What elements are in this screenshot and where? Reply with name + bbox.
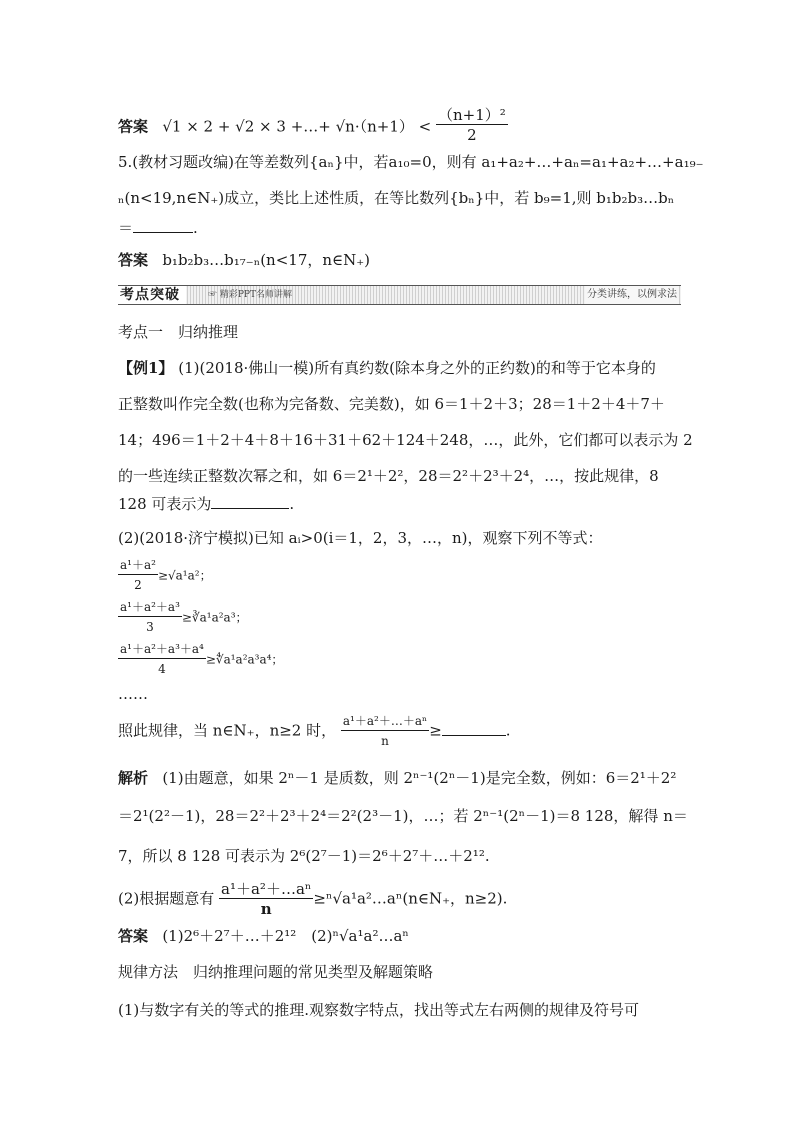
answer-1 bbox=[118, 108, 508, 147]
rule-prefix: 照此规律，当 n∈N₊，n≥2 时， bbox=[118, 721, 337, 740]
inequality-2-fraction bbox=[118, 598, 182, 637]
answer-1-expr: √1 × 2 + √2 × 3 +…+ √n·（n+1） < bbox=[162, 117, 432, 136]
rule-den: n bbox=[381, 734, 389, 748]
answer-3 bbox=[118, 926, 409, 946]
banner-hint: ☞ 精彩PPT名师讲解 bbox=[208, 290, 292, 300]
solution-4-prefix: (2)根据题意有 bbox=[118, 889, 215, 908]
rule-period: . bbox=[505, 721, 511, 740]
solution-line-2: ＝2¹(2²－1)，28＝2²＋2³＋2⁴＝2²(2³－1)，…；若 2ⁿ⁻¹(2ⁿ－1)＝8 128，解得 n＝ bbox=[118, 807, 688, 825]
rule-fraction bbox=[341, 712, 429, 751]
answer-2 bbox=[118, 250, 370, 270]
rule-num: a¹＋a²＋…＋aⁿ bbox=[341, 712, 429, 731]
example-1-line-5 bbox=[118, 494, 294, 514]
example-1-text-1: (1)(2018·佛山一模)所有真约数(除本身之外的正约数)的和等于它本身的 bbox=[178, 359, 656, 377]
inequality-1-num: a¹＋a² bbox=[118, 556, 158, 575]
solution-line-3: 7，所以 8 128 可表示为 2⁶(2⁷－1)＝2⁶＋2⁷＋…＋2¹². bbox=[118, 847, 490, 865]
example-1-line-3: 14；496＝1＋2＋4＋8＋16＋31＋62＋124＋248，…，此外，它们都可以表示为 2 bbox=[118, 431, 693, 449]
inequality-1-den: 2 bbox=[134, 578, 142, 592]
question-5-period: . bbox=[193, 219, 198, 237]
inequality-3-den: 4 bbox=[158, 662, 166, 676]
solution-line-1 bbox=[118, 768, 676, 788]
answer-2-text: b₁b₂b₃…b₁₇₋ₙ(n<17，n∈N₊) bbox=[162, 251, 371, 269]
inequality-3-rhs: ≥∜a¹a²a³a⁴； bbox=[205, 652, 284, 667]
answer-3-label: 答案 bbox=[118, 927, 149, 945]
answer-3-text: (1)2⁶＋2⁷＋…＋2¹² (2)ⁿ√a¹a²…aⁿ bbox=[162, 927, 409, 945]
question-5-line-3 bbox=[118, 218, 198, 238]
example-1-text-5: 128 可表示为 bbox=[118, 495, 212, 513]
solution-4-fraction bbox=[219, 880, 313, 919]
answer-1-frac-den: 2 bbox=[467, 126, 477, 144]
question-5-line-2: ₙ(n<19,n∈N₊)成立，类比上述性质，在等比数列{bₙ}中，若 b₉=1,则 b₁b₂b₃…bₙ bbox=[118, 189, 675, 207]
inequality-1-rhs: ≥√a¹a²； bbox=[157, 568, 212, 583]
solution-text-1: (1)由题意，如果 2ⁿ－1 是质数，则 2ⁿ⁻¹(2ⁿ－1)是完全数，例如：6＝2¹＋2² bbox=[162, 769, 677, 787]
inequality-2 bbox=[118, 598, 248, 637]
rule-line bbox=[118, 712, 511, 751]
example-1-line-1 bbox=[118, 358, 656, 378]
rule-blank bbox=[442, 721, 506, 736]
inequality-1 bbox=[118, 556, 212, 595]
inequality-1-fraction bbox=[118, 556, 158, 595]
rule-rhs: ≥ bbox=[429, 721, 442, 740]
method-line-1: (1)与数字有关的等式的推理.观察数字特点，找出等式左右两侧的规律及符号可 bbox=[118, 1001, 640, 1019]
inequality-3-fraction bbox=[118, 640, 206, 679]
solution-4-den: n bbox=[260, 900, 272, 918]
inequality-3-num: a¹＋a²＋a³＋a⁴ bbox=[118, 640, 206, 659]
inequality-2-rhs: ≥∛a¹a²a³； bbox=[181, 610, 248, 625]
example-1-tag: 【例1】 bbox=[118, 359, 174, 377]
method-title: 规律方法 归纳推理问题的常见类型及解题策略 bbox=[118, 963, 434, 981]
answer-1-label: 答案 bbox=[118, 117, 149, 136]
continuation-dots: …… bbox=[118, 685, 148, 703]
inequality-2-num: a¹＋a²＋a³ bbox=[118, 598, 182, 617]
solution-line-4 bbox=[118, 880, 507, 919]
solution-4-num: a¹＋a²＋…aⁿ bbox=[221, 880, 312, 898]
solution-label: 解析 bbox=[118, 769, 149, 787]
solution-4-suffix: ≥ⁿ√a¹a²…aⁿ(n∈N₊，n≥2). bbox=[313, 889, 508, 908]
inequality-2-den: 3 bbox=[146, 620, 154, 634]
banner-right-text: 分类讲练，以例求法 bbox=[585, 286, 679, 304]
inequality-3 bbox=[118, 640, 283, 679]
part-2-intro: (2)(2018·济宁模拟)已知 aᵢ>0(i＝1，2，3，…，n)，观察下列不等式： bbox=[118, 529, 603, 547]
question-5-blank bbox=[133, 218, 193, 233]
example-1-blank bbox=[211, 494, 289, 509]
answer-2-label: 答案 bbox=[118, 251, 149, 269]
section-title: 考点一 归纳推理 bbox=[118, 323, 239, 341]
example-1-line-2: 正整数叫作完全数(也称为完备数、完美数)，如 6＝1＋2＋3；28＝1＋2＋4＋7＋ bbox=[118, 395, 665, 413]
section-banner bbox=[118, 285, 681, 305]
answer-1-fraction bbox=[436, 106, 508, 145]
question-5-equals: ＝ bbox=[118, 219, 134, 237]
example-1-period: . bbox=[289, 495, 295, 513]
example-1-line-4: 的一些连续正整数次幂之和，如 6＝2¹＋2²，28＝2²＋2³＋2⁴，…，按此规律，8 bbox=[118, 467, 659, 485]
answer-1-frac-num: （n+1）² bbox=[437, 106, 506, 124]
banner-title: 考点突破 bbox=[118, 286, 186, 304]
question-5-line-1: 5.(教材习题改编)在等差数列{aₙ}中，若a₁₀=0，则有 a₁+a₂+…+aₙ=a₁+a₂+…+a₁₉₋ bbox=[118, 153, 704, 171]
